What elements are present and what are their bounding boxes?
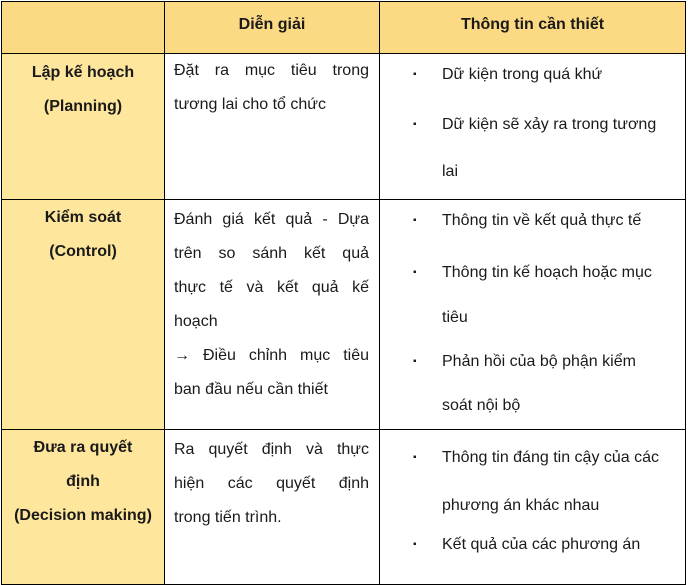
list-item [380, 101, 677, 195]
table-row [2, 54, 686, 200]
description-line: Đặt ra mục tiêu trong [174, 62, 369, 79]
description-line: → Điều chỉnh mục tiêu [174, 347, 369, 364]
bullet-icon: ▪ [413, 69, 417, 80]
description-cell [165, 430, 380, 585]
header-row [2, 2, 686, 54]
description-line: hoạch [174, 313, 218, 330]
info-table [1, 1, 686, 585]
description-line: trong tiến trình. [174, 509, 282, 526]
header-description: Diễn giải [165, 2, 380, 54]
role-line: (Control) [49, 243, 117, 260]
info-cell [380, 200, 686, 430]
table-row [2, 200, 686, 430]
bullet-icon: ▪ [413, 267, 417, 278]
bullet-icon: ▪ [413, 119, 417, 130]
info-text: Phản hồi của bộ phận kiểm [442, 353, 636, 370]
description-cell [165, 54, 380, 200]
bullet-icon: ▪ [413, 215, 417, 226]
bullet-icon: ▪ [413, 539, 417, 550]
role-line: (Planning) [43, 98, 123, 115]
description-line: ban đầu nếu cần thiết [174, 381, 328, 398]
role-cell [2, 430, 165, 585]
role-line: Kiểm soát [44, 209, 122, 226]
bullet-icon: ▪ [413, 452, 417, 463]
info-text: Dữ kiện trong quá khứ [442, 66, 603, 83]
header-empty [2, 2, 165, 54]
info-text: lai [442, 163, 459, 180]
list-item [380, 434, 677, 530]
description-line: Ra quyết định và thực [174, 441, 369, 458]
info-text: Thông tin về kết quả thực tế [442, 212, 642, 229]
description-cell [165, 200, 380, 430]
description-line: thực tế và kết quả kế [174, 279, 369, 296]
list-item [380, 210, 677, 232]
info-text: Kết quả của các phương án [442, 536, 641, 553]
description-line: Đánh giá kết quả - Dựa [174, 211, 369, 228]
role-cell [2, 200, 165, 430]
description-line: trên so sánh kết quả [174, 245, 369, 262]
role-line: (Decision making) [14, 507, 152, 524]
info-cell [380, 54, 686, 200]
role-cell [2, 54, 165, 200]
description-line: tương lai cho tổ chức [174, 96, 326, 113]
list-item [380, 340, 677, 428]
info-text: phương án khác nhau [442, 497, 600, 514]
info-text: Thông tin đáng tin cậy của các [442, 449, 660, 466]
info-text: tiêu [442, 309, 468, 326]
role-line: định [66, 473, 100, 490]
list-item [380, 250, 677, 340]
info-text: soát nội bộ [442, 397, 521, 414]
info-text: Thông tin kế hoạch hoặc mục [442, 264, 652, 281]
header-required-info: Thông tin cần thiết [380, 2, 686, 54]
role-line: Đưa ra quyết [33, 439, 133, 456]
info-text: Dữ kiện sẽ xảy ra trong tương [442, 116, 657, 133]
role-line: Lập kế hoạch [31, 64, 135, 81]
description-line: hiện các quyết định [174, 475, 369, 492]
list-item [380, 64, 677, 86]
bullet-icon: ▪ [413, 356, 417, 367]
table-row [2, 430, 686, 585]
info-cell [380, 430, 686, 585]
list-item [380, 530, 677, 560]
